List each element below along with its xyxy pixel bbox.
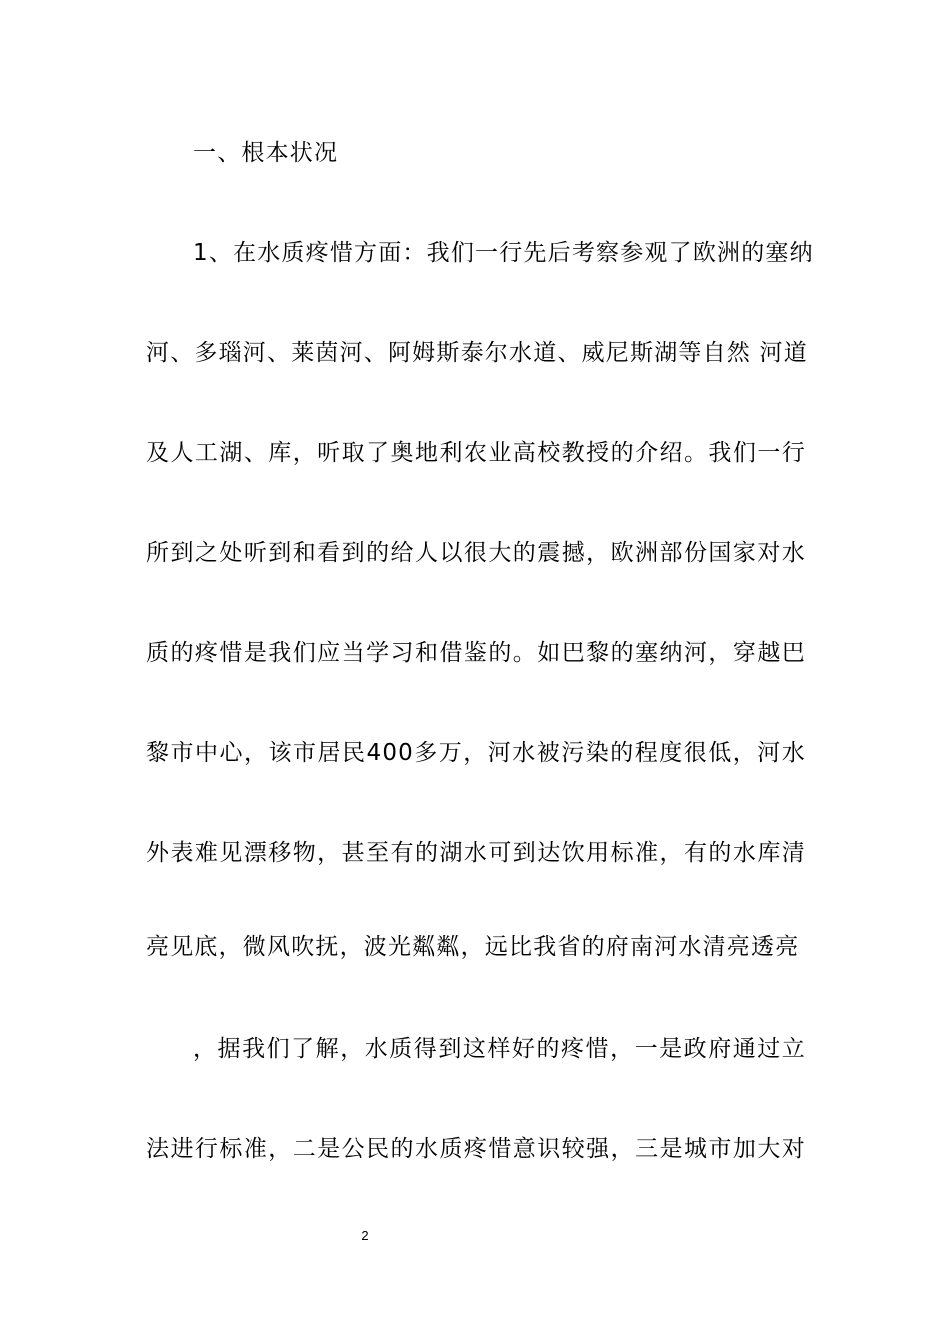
paragraph-line-5: 质的疼惜是我们应当学习和借鉴的。如巴黎的塞纳河，穿越巴 <box>146 640 806 666</box>
paragraph-line-8: 亮见底，微风吹抚，波光粼粼，远比我省的府南河水清亮透亮 <box>146 934 800 960</box>
paragraph-line-9: ，据我们了解，水质得到这样好的疼惜，一是政府通过立 <box>193 1036 806 1062</box>
paragraph-line-1: 1、在水质疼惜方面：我们一行先后考察参观了欧洲的塞纳 <box>193 240 814 266</box>
paragraph-line-2: 河、多瑙河、莱茵河、阿姆斯泰尔水道、威尼斯湖等自然 河道 <box>146 340 808 366</box>
section-heading: 一、根本状况 <box>193 140 339 166</box>
paragraph-line-3: 及人工湖、库，听取了奥地利农业高校教授的介绍。我们一行 <box>146 440 806 466</box>
page-number: 2 <box>361 1228 369 1243</box>
paragraph-line-4: 所到之处听到和看到的给人以很大的震撼，欧洲部份国家对水 <box>146 540 806 566</box>
paragraph-line-6: 黎市中心，该市居民400多万，河水被污染的程度很低，河水 <box>146 740 806 766</box>
paragraph-line-7: 外表难见漂移物，甚至有的湖水可到达饮用标准，有的水库清 <box>146 840 806 866</box>
paragraph-line-10: 法进行标准，二是公民的水质疼惜意识较强，三是城市加大对 <box>146 1136 806 1162</box>
